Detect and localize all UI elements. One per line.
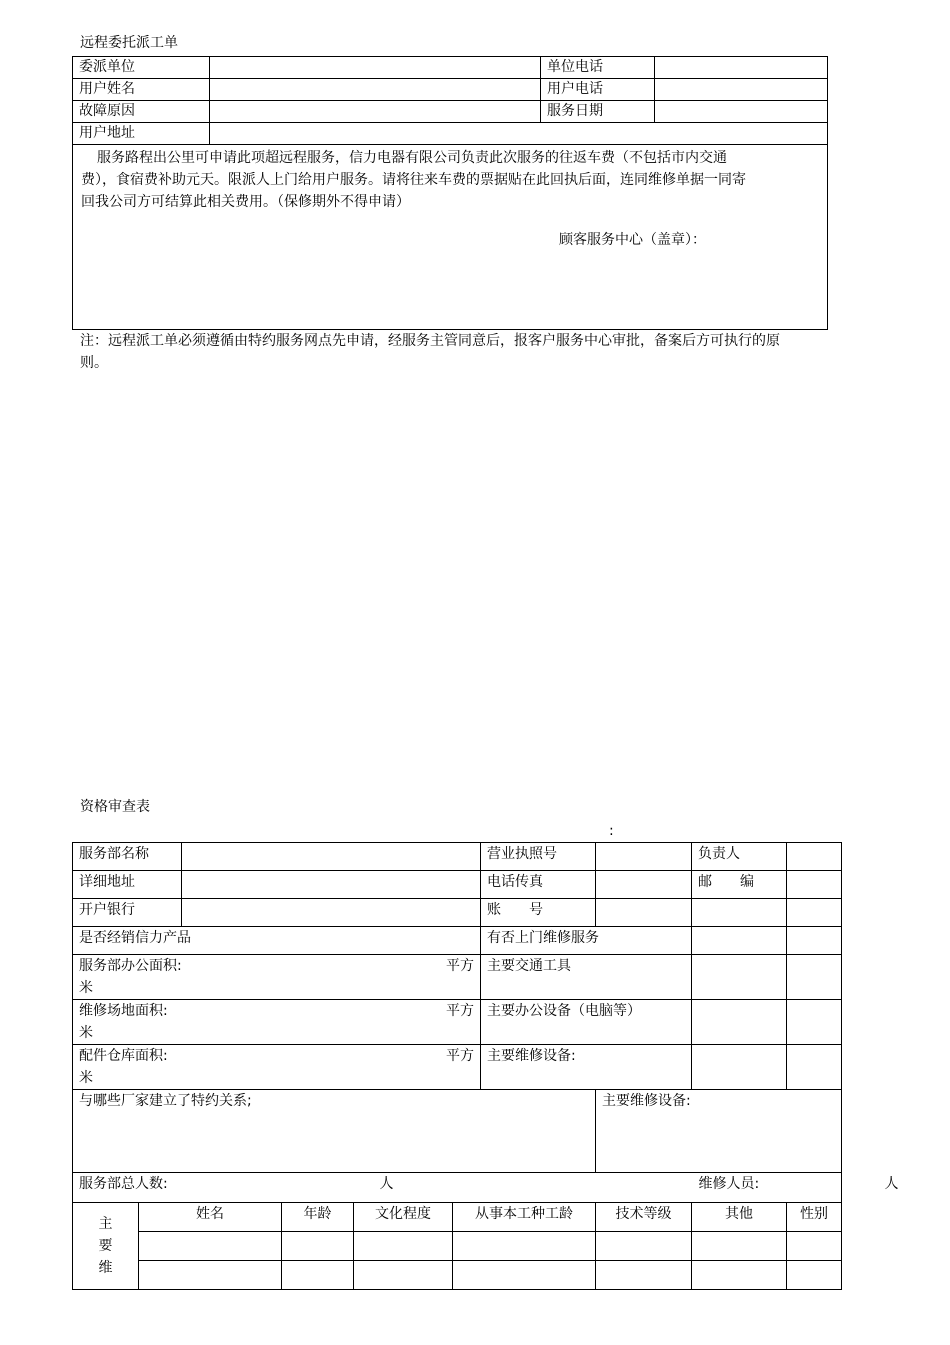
field-user-name[interactable] [210,79,541,101]
office-area-cell[interactable] [73,955,481,1000]
field-transport[interactable] [692,955,787,1000]
label-repair-staff: 维修人员: [698,1176,760,1192]
label-unit-phone: 单位电话 [541,57,655,79]
label-total-staff: 服务部总人数: [79,1176,168,1192]
repair-equip-cell[interactable] [596,1090,842,1173]
field-bank[interactable] [182,899,481,927]
label-transport: 主要交通工具 [481,955,692,1000]
factories-cell[interactable] [73,1090,596,1173]
cell-age[interactable] [282,1261,354,1290]
label-license: 营业执照号 [481,843,596,871]
col-header-education: 文化程度 [354,1203,453,1232]
cell-other[interactable] [692,1261,787,1290]
field-postcode[interactable] [787,871,842,899]
stamp-label: 顾客服务中心（盖章）： [559,232,706,248]
unit-sqm-2: 米 [79,1070,93,1086]
field-door-service-2[interactable] [787,927,842,955]
label-warehouse-area: 配件仓库面积: [79,1048,168,1064]
notice-text: 服务路程出公里可申请此项超远程服务，信力电器有限公司负责此次服务的往返车费（不包括市内交通费），食宿费补助元天。限派人上门给用户服务。请将往来车费的票据贴在此回执后面，连同维修单据一同寄回我公司方可结算此相关费用。（保修期外不得申请） [81,150,746,210]
unit-sqm: 平方 [446,1003,474,1019]
field-account[interactable] [596,899,692,927]
cell-education[interactable] [354,1261,453,1290]
side-label [73,1203,139,1290]
repair-area-cell[interactable] [73,1000,481,1045]
field-user-phone[interactable] [655,79,828,101]
col-header-age: 年龄 [282,1203,354,1232]
field-unit-phone[interactable] [655,57,828,79]
field-door-service[interactable] [692,927,787,955]
form1-title: 远程委托派工单 [80,35,178,51]
side-char-2: 要 [98,1238,113,1254]
unit-sqm: 平方 [446,1048,474,1064]
field-fault[interactable] [210,101,541,123]
cell-name[interactable] [139,1261,282,1290]
field-office-equip-2[interactable] [787,1000,842,1045]
col-header-years: 从事本工种工龄 [453,1203,596,1232]
field-dept-name[interactable] [182,843,481,871]
cell-tech-level[interactable] [596,1232,692,1261]
staff-count-cell[interactable]: 服务部总人数: 人 维修人员: 人 [73,1173,842,1203]
qualification-table [72,842,899,1290]
cell-education[interactable] [354,1232,453,1261]
col-header-other: 其他 [692,1203,787,1232]
field-person[interactable] [787,843,842,871]
cell-age[interactable] [282,1232,354,1261]
field-service-date[interactable] [655,101,828,123]
label-fault: 故障原因 [73,101,210,123]
label-unit: 委派单位 [73,57,210,79]
field-repair-equip-2[interactable] [787,1045,842,1090]
label-account: 账 号 [481,899,596,927]
label-address: 用户地址 [73,123,210,145]
colon-mark: : [609,823,614,839]
cell-name[interactable] [139,1232,282,1261]
side-char-1: 主 [98,1216,113,1232]
unit-sqm: 平方 [446,958,474,974]
label-door-service: 有否上门维修服务 [481,927,692,955]
field-repair-equip[interactable] [692,1045,787,1090]
label-dept-name: 服务部名称 [73,843,182,871]
field-address[interactable] [210,123,828,145]
person-unit: 人 [379,1176,394,1192]
label-repair-equip: 主要维修设备: [481,1045,692,1090]
table-row [73,1232,842,1261]
label-repair-equip-2: 主要维修设备: [602,1093,691,1109]
field-addr[interactable] [182,871,481,899]
label-bank: 开户银行 [73,899,182,927]
side-char-3: 维 [98,1260,113,1276]
col-header-tech-level: 技术等级 [596,1203,692,1232]
notice-cell [73,145,828,330]
field-office-equip[interactable] [692,1000,787,1045]
label-person: 负责人 [692,843,787,871]
cell-gender[interactable] [787,1232,842,1261]
cell-gender[interactable] [787,1261,842,1290]
cell-years[interactable] [453,1261,596,1290]
cell-tech-level[interactable] [596,1261,692,1290]
field-transport-2[interactable] [787,955,842,1000]
label-office-equip: 主要办公设备（电脑等） [481,1000,692,1045]
warehouse-area-cell[interactable] [73,1045,481,1090]
label-service-date: 服务日期 [541,101,655,123]
field-license[interactable] [596,843,692,871]
cell-years[interactable] [453,1232,596,1261]
label-office-area: 服务部办公面积: [79,958,182,974]
field-unit[interactable] [210,57,541,79]
unit-sqm-2: 米 [79,980,93,996]
form2-title: 资格审查表 [80,799,150,815]
label-postcode: 邮 编 [692,871,787,899]
unit-sqm-2: 米 [79,1025,93,1041]
label-addr: 详细地址 [73,871,182,899]
label-user-phone: 用户电话 [541,79,655,101]
field-phone-fax[interactable] [596,871,692,899]
label-user-name: 用户姓名 [73,79,210,101]
label-phone-fax: 电话传真 [481,871,596,899]
col-header-name: 姓名 [139,1203,282,1232]
label-sells: 是否经销信力产品 [73,927,481,955]
form1-note: 注：远程派工单必须遵循由特约服务网点先申请，经服务主管同意后，报客户服务中心审批，备案后方可执行的原则。 [80,333,780,371]
table-row [73,1261,842,1290]
dispatch-form-table [72,56,828,330]
label-repair-area: 维修场地面积: [79,1003,168,1019]
col-header-gender: 性别 [787,1203,842,1232]
label-factories: 与哪些厂家建立了特约关系; [79,1093,252,1109]
field-account-extra-2[interactable] [787,899,842,927]
field-account-extra[interactable] [692,899,787,927]
cell-other[interactable] [692,1232,787,1261]
